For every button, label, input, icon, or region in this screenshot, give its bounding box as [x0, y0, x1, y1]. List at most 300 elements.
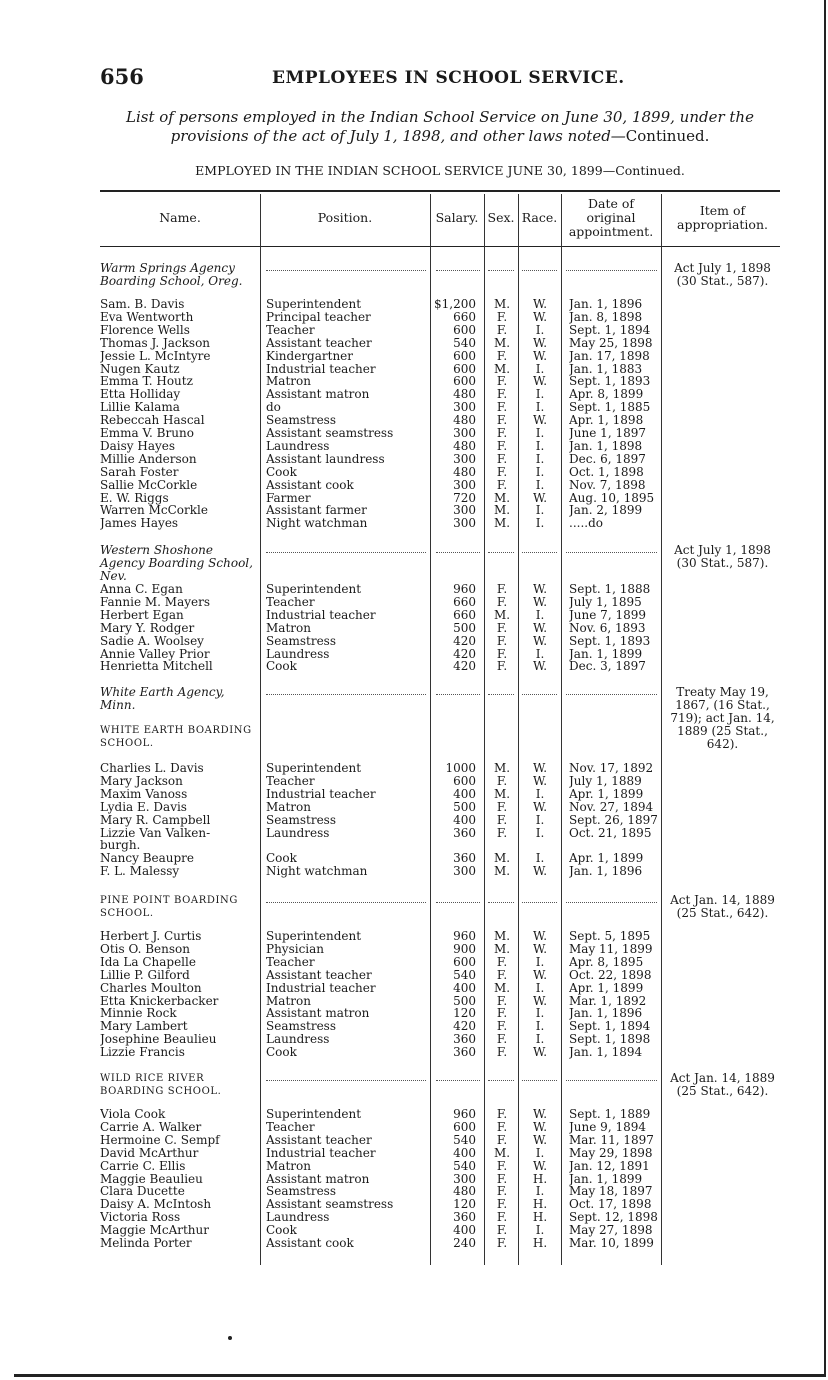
sex: F. [496, 1007, 508, 1021]
employee-name: Victoria Ross [100, 1211, 181, 1225]
salary: 600 [453, 349, 476, 363]
appointment-date: Apr. 1, 1898 [569, 414, 644, 428]
dotted-leader [488, 552, 514, 553]
table-row [100, 298, 665, 311]
employee-name: Minnie Rock [100, 1007, 177, 1021]
race: W. [532, 1120, 548, 1134]
employee-name: Nugen Kautz [100, 362, 180, 376]
salary: 300 [453, 1172, 476, 1186]
employee-name: Maxim Vanoss [100, 787, 188, 801]
sex: F. [496, 427, 508, 440]
position: Superintendent [266, 930, 362, 943]
position: Assistant seamstress [266, 1198, 394, 1212]
dotted-leader [566, 1080, 657, 1081]
race: I. [535, 388, 545, 402]
appointment-date: Jan. 2, 1899 [569, 504, 643, 518]
appropriation-note: Treaty May 19, 1867, (16 Stat., 719); act Jan. 14, 1889 (25 Stat., 642). [670, 685, 775, 751]
sex: F. [496, 826, 508, 840]
position: Teacher [266, 323, 315, 337]
position: Superintendent [266, 762, 362, 775]
race: W. [532, 491, 548, 505]
salary: 240 [453, 1237, 476, 1250]
sex: M. [493, 1146, 511, 1160]
appointment-date: June 7, 1899 [569, 608, 646, 622]
table-row [100, 1224, 665, 1237]
race: W. [532, 310, 548, 324]
table-row [100, 1020, 665, 1033]
sex: M. [493, 298, 511, 311]
appointment-date: Sept. 1, 1889 [569, 1108, 651, 1121]
dotted-leader [488, 694, 514, 695]
dotted-leader [436, 902, 480, 903]
position: Teacher [266, 595, 315, 609]
position: Assistant cook [266, 478, 354, 492]
employee-name: Emma V. Bruno [100, 427, 194, 440]
sex: M. [493, 930, 511, 943]
employee-name: Lizzie Francis [100, 1046, 185, 1060]
appointment-date: Jan. 1, 1883 [569, 362, 643, 376]
salary: 400 [453, 981, 476, 995]
race: W. [532, 968, 548, 982]
dotted-leader [522, 1080, 557, 1081]
table-row [100, 1237, 665, 1250]
race: I. [535, 813, 545, 827]
race: I. [535, 427, 545, 440]
appointment-date: Jan. 17, 1898 [569, 349, 650, 363]
employee-name: Melinda Porter [100, 1237, 192, 1250]
sex: F. [496, 1020, 508, 1034]
sex: F. [496, 1108, 508, 1121]
appointment-date: May 11, 1899 [569, 942, 653, 956]
salary: 120 [453, 1198, 476, 1212]
header-date: Date of original appointment. [568, 196, 654, 239]
race: W. [532, 583, 548, 596]
appointment-date: Sept. 1, 1893 [569, 634, 651, 648]
table-row [100, 1211, 665, 1224]
appointment-date: Sept. 1, 1885 [569, 401, 651, 415]
salary: 480 [453, 388, 476, 402]
salary: 300 [453, 865, 476, 879]
appointment-date: July 1, 1889 [569, 774, 642, 788]
salary: 480 [453, 439, 476, 453]
salary: 300 [453, 452, 476, 466]
salary: 540 [453, 336, 476, 350]
dotted-leader [488, 270, 514, 271]
table-row [100, 311, 665, 324]
appointment-date: Mar. 1, 1892 [569, 994, 647, 1008]
appointment-date: Jan. 1, 1898 [569, 439, 643, 453]
sex: F. [496, 439, 508, 453]
header-appropriation: Item of appropriation. [677, 203, 768, 232]
table-row [100, 1108, 665, 1121]
race: I. [535, 1224, 545, 1238]
appointment-date: Nov. 27, 1894 [569, 800, 654, 814]
dotted-leader [266, 1080, 426, 1081]
race: W. [532, 660, 548, 674]
sex: F. [496, 401, 508, 415]
appointment-date: Sept. 12, 1898 [569, 1211, 658, 1225]
dotted-leader [522, 694, 557, 695]
employee-name: Herbert Egan [100, 608, 184, 622]
sex: F. [496, 634, 508, 648]
sex: F. [496, 1237, 508, 1250]
appointment-date: July 1, 1895 [569, 595, 642, 609]
sex: F. [496, 414, 508, 428]
salary: 360 [453, 1211, 476, 1225]
sex: F. [496, 1198, 508, 1212]
race: I. [535, 439, 545, 453]
appointment-date: Apr. 8, 1899 [569, 388, 644, 402]
salary: 600 [453, 1120, 476, 1134]
sex: M. [493, 981, 511, 995]
salary: 600 [453, 323, 476, 337]
race: I. [535, 1007, 545, 1021]
position: Teacher [266, 1120, 315, 1134]
sex: M. [493, 491, 511, 505]
sex: F. [496, 1172, 508, 1186]
employee-name: Millie Anderson [100, 452, 197, 466]
employee-name: Thomas J. Jackson [100, 336, 211, 350]
position: Cook [266, 1046, 297, 1060]
dotted-leader [488, 902, 514, 903]
employee-name: Mary Y. Rodger [100, 621, 195, 635]
table-row [100, 1173, 665, 1186]
race: I. [535, 504, 545, 518]
employee-name: Eva Wentworth [100, 310, 194, 324]
salary: 400 [453, 813, 476, 827]
position: Farmer [266, 491, 311, 505]
employee-name: Annie Valley Prior [100, 647, 210, 661]
sex: F. [496, 1133, 508, 1147]
position: Night watchman [266, 865, 368, 879]
sex: F. [496, 1033, 508, 1047]
appointment-date: Sept. 1, 1894 [569, 323, 651, 337]
salary: 900 [453, 942, 476, 956]
race: W. [532, 621, 548, 635]
race: I. [535, 323, 545, 337]
salary: 360 [453, 1046, 476, 1060]
race: I. [535, 1033, 545, 1047]
sex: F. [496, 310, 508, 324]
race: W. [532, 1159, 548, 1173]
position: Teacher [266, 774, 315, 788]
sex: F. [496, 774, 508, 788]
salary: 420 [453, 1020, 476, 1034]
table-row [100, 969, 665, 982]
table-row [100, 388, 665, 401]
position: Assistant matron [266, 1007, 370, 1021]
race: W. [532, 865, 548, 879]
race: H. [532, 1237, 548, 1250]
table-row [100, 648, 665, 661]
table-row [100, 982, 665, 995]
race: W. [532, 349, 548, 363]
appointment-date: Sept. 1, 1888 [569, 583, 651, 596]
header-position: Position. [317, 210, 373, 225]
appointment-date: Sept. 1, 1893 [569, 375, 651, 389]
dotted-leader [522, 902, 557, 903]
race: I. [535, 362, 545, 376]
position: Seamstress [266, 813, 336, 827]
salary: 660 [453, 595, 476, 609]
position: Cook [266, 660, 297, 674]
table-row [100, 414, 665, 427]
employee-name: Carrie C. Ellis [100, 1159, 186, 1173]
dotted-leader [522, 270, 557, 271]
employee-name: Lillie Kalama [100, 401, 180, 415]
position: Principal teacher [266, 310, 371, 324]
table-row [100, 801, 665, 814]
position: Seamstress [266, 1020, 336, 1034]
dotted-leader [566, 694, 657, 695]
employee-name: Clara Ducette [100, 1185, 185, 1199]
race: W. [532, 800, 548, 814]
table-row [100, 1121, 665, 1134]
appointment-date: Apr. 1, 1899 [569, 852, 644, 866]
position: Seamstress [266, 1185, 336, 1199]
position: Superintendent [266, 583, 362, 596]
employee-name: Henrietta Mitchell [100, 660, 213, 674]
table-row [100, 337, 665, 350]
appointment-date: Jan. 1, 1894 [569, 1046, 643, 1060]
race: I. [535, 852, 545, 866]
dotted-leader [436, 694, 480, 695]
race: W. [532, 762, 548, 775]
sex: M. [493, 852, 511, 866]
dotted-leader [488, 1080, 514, 1081]
salary: 400 [453, 1224, 476, 1238]
salary: 500 [453, 994, 476, 1008]
title-main: List of persons employed in the Indian School Service on June 30, 1899, under the provisions of the act of July 1, 1898, and other laws noted— [126, 108, 754, 145]
race: I. [535, 608, 545, 622]
salary: 360 [453, 852, 476, 866]
table-row [100, 1046, 665, 1059]
salary: 600 [453, 375, 476, 389]
position: Assistant laundress [266, 452, 385, 466]
salary: 480 [453, 414, 476, 428]
appointment-date: Dec. 3, 1897 [569, 660, 646, 674]
appointment-date: Mar. 10, 1899 [569, 1237, 654, 1250]
dotted-leader [266, 270, 426, 271]
dotted-leader [436, 552, 480, 553]
appointment-date: Sept. 26, 1897 [569, 813, 658, 827]
employee-name: Sadie A. Woolsey [100, 634, 204, 648]
appointment-date: Sept. 5, 1895 [569, 930, 651, 943]
appointment-date: May 27, 1898 [569, 1224, 653, 1238]
salary: 420 [453, 634, 476, 648]
race: I. [535, 787, 545, 801]
appointment-date: Oct. 1, 1898 [569, 465, 644, 479]
race: H. [532, 1211, 548, 1225]
employee-name: E. W. Riggs [100, 491, 169, 505]
dotted-leader [266, 902, 426, 903]
dotted-leader [266, 694, 426, 695]
appointment-date: Oct. 21, 1895 [569, 826, 652, 840]
employee-name: Herbert J. Curtis [100, 930, 202, 943]
salary: 960 [453, 1108, 476, 1121]
employee-name: Josephine Beaulieu [100, 1033, 217, 1047]
appointment-date: May 18, 1897 [569, 1185, 653, 1199]
race: W. [532, 930, 548, 943]
sex: F. [496, 452, 508, 466]
table-row [100, 827, 665, 840]
employee-name: Lillie P. Gilford [100, 968, 190, 982]
appropriation-note: Act July 1, 1898 (30 Stat., 587). [674, 261, 771, 288]
salary: 540 [453, 1133, 476, 1147]
appointment-date: Dec. 6, 1897 [569, 452, 646, 466]
employee-name: Nancy Beaupre [100, 852, 195, 866]
appointment-date: Jan. 8, 1898 [569, 310, 643, 324]
employee-name: Lydia E. Davis [100, 800, 187, 814]
employee-name: burgh. [100, 839, 141, 853]
employee-name: Mary Jackson [100, 774, 183, 788]
sex: F. [496, 1211, 508, 1225]
race: I. [535, 1185, 545, 1199]
salary: 480 [453, 465, 476, 479]
section-title: Western Shoshone Agency Boarding School, Nev. [100, 543, 253, 583]
position: Cook [266, 1224, 297, 1238]
employee-name: Ida La Chapelle [100, 955, 196, 969]
table-row [100, 1033, 665, 1046]
appointment-date: Jan. 1, 1896 [569, 298, 643, 311]
table-row [100, 995, 665, 1008]
sex: F. [496, 388, 508, 402]
race: W. [532, 298, 548, 311]
race: I. [535, 465, 545, 479]
employee-name: Mary R. Campbell [100, 813, 211, 827]
employee-name: Otis O. Benson [100, 942, 190, 956]
employee-name: Hermoine C. Sempf [100, 1133, 220, 1147]
document-title [100, 108, 780, 146]
employee-name: Jessie L. McIntyre [100, 349, 211, 363]
table-row [100, 350, 665, 363]
table-row [100, 324, 665, 337]
salary: 420 [453, 660, 476, 674]
sex: F. [496, 800, 508, 814]
appointment-date: May 29, 1898 [569, 1146, 653, 1160]
race: I. [535, 452, 545, 466]
employee-name: Anna C. Egan [100, 583, 183, 596]
salary: 1000 [445, 762, 476, 775]
salary: 360 [453, 1033, 476, 1047]
table-row [100, 1185, 665, 1198]
table-row [100, 492, 665, 505]
sex: F. [496, 583, 508, 596]
employee-name: Viola Cook [100, 1108, 166, 1121]
sex: F. [496, 647, 508, 661]
salary: 540 [453, 1159, 476, 1173]
employee-name: James Hayes [100, 517, 179, 531]
appointment-date: Jan. 1, 1896 [569, 1007, 643, 1021]
header-name: Name. [159, 210, 201, 225]
dotted-leader [266, 552, 426, 553]
table-row [100, 852, 665, 865]
table-row [100, 622, 665, 635]
race: I. [535, 981, 545, 995]
appointment-date: Aug. 10, 1895 [569, 491, 655, 505]
dotted-leader [566, 270, 657, 271]
employee-name: Daisy A. McIntosh [100, 1198, 212, 1212]
sex: F. [496, 994, 508, 1008]
position: Matron [266, 1159, 311, 1173]
race: W. [532, 336, 548, 350]
employee-name: David McArthur [100, 1146, 199, 1160]
section-title: White Earth Agency, Minn. [100, 685, 225, 712]
position: Industrial teacher [266, 981, 376, 995]
salary: 480 [453, 1185, 476, 1199]
page-speck [228, 1336, 232, 1340]
employee-name: F. L. Malessy [100, 865, 180, 879]
dotted-leader [566, 902, 657, 903]
table-row [100, 1160, 665, 1173]
table-row [100, 956, 665, 969]
sex: F. [496, 375, 508, 389]
table-row [100, 865, 665, 878]
table-row [100, 1134, 665, 1147]
sex: F. [496, 1224, 508, 1238]
appointment-date: Nov. 7, 1898 [569, 478, 646, 492]
position: Superintendent [266, 298, 362, 311]
section-title: WILD RICE RIVER BOARDING SCHOOL. [100, 1073, 222, 1097]
race: W. [532, 1108, 548, 1121]
position: Physician [266, 942, 325, 956]
salary: 960 [453, 930, 476, 943]
employee-name: Florence Wells [100, 323, 190, 337]
sex: F. [496, 1120, 508, 1134]
section-subtitle: WHITE EARTH BOARDING SCHOOL. [100, 725, 252, 749]
employee-name: Charlies L. Davis [100, 762, 204, 775]
appropriation-note: Act July 1, 1898 (30 Stat., 587). [674, 543, 771, 570]
position: Superintendent [266, 1108, 362, 1121]
sex: F. [496, 595, 508, 609]
section-title: PINE POINT BOARDING SCHOOL. [100, 895, 238, 919]
table-row [100, 453, 665, 466]
position: Laundress [266, 439, 330, 453]
appointment-date: Jan. 1, 1899 [569, 647, 643, 661]
table-row [100, 609, 665, 622]
salary: 720 [453, 491, 476, 505]
table-row [100, 363, 665, 376]
race: I. [535, 955, 545, 969]
appointment-date: Apr. 8, 1895 [569, 955, 644, 969]
position: Assistant farmer [266, 504, 367, 518]
race: I. [535, 647, 545, 661]
employee-name: Maggie McArthur [100, 1224, 209, 1238]
appointment-date: .....do [569, 517, 603, 531]
table-row [100, 479, 665, 492]
race: I. [535, 826, 545, 840]
table-row [100, 1147, 665, 1160]
position: Assistant matron [266, 388, 370, 402]
dotted-leader [436, 1080, 480, 1081]
position: Cook [266, 465, 297, 479]
employee-name: Fannie M. Mayers [100, 595, 211, 609]
salary: $1,200 [434, 298, 476, 311]
race: W. [532, 634, 548, 648]
race: I. [535, 1146, 545, 1160]
race: W. [532, 375, 548, 389]
position: Assistant seamstress [266, 427, 394, 440]
table-row [100, 1198, 665, 1211]
employee-table [100, 190, 780, 1265]
race: W. [532, 774, 548, 788]
sex: F. [496, 323, 508, 337]
position: Laundress [266, 1033, 330, 1047]
position: Assistant cook [266, 1237, 354, 1250]
employee-name: Warren McCorkle [100, 504, 208, 518]
position: Matron [266, 800, 311, 814]
sex: M. [493, 504, 511, 518]
